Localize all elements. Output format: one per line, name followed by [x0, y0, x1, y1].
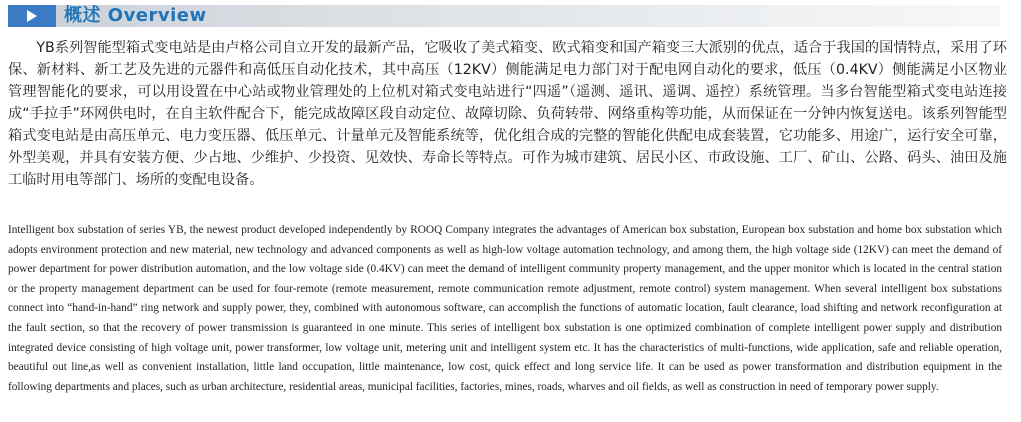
section-title: 概述 Overview	[64, 5, 207, 26]
english-description: Intelligent box substation of series YB, the newest product developed independently by ROOQ Company integrates the advantages of American box substation, European box substation and home box substation which adopts environment protection and new material, new technology and advanced components as well as high-low voltage automation technology, and among them, the high voltage side (12KV) can meet the demand of power department for power distribution automation, and the low voltage side (0.4KV) can meet the demand of intelligent community property management, and the upper monitor which is located in the central station or the property management department can be used for four-remote (remote measurement, remote communication remote adjustment, remote control) system management. When several intelligent box substations connect into “hand-in-hand” ring network and supply power, they, combined with autonomous software, can accomplish the functions of automatic location, fault clearance, load shifting and network reconfiguration at the fault section, so that the recovery of power transmission is guaranteed in one minute. This series of intelligent box substation is one optimized combination of complete intelligent power supply and distribution integrated device consisting of high voltage unit, power transformer, low voltage unit, metering unit and intelligent system etc. It has the characteristics of multi-functions, wide application, safe and reliable operation, beautiful out line,as well as convenient installation, little land occupation, little maintenance, low cost, quick effect and long service life. It can be used as power transformation and distribution equipment in the following departments and places, such as urban architecture, residential areas, municipal facilities, factories, mines, roads, wharves and oil fields, as well as construction in need of temporary power supply.	[8, 224, 1002, 393]
section-header-tab	[8, 5, 56, 27]
play-arrow-icon	[27, 10, 37, 22]
chinese-description: YB系列智能型箱式变电站是由卢格公司自立开发的最新产品，它吸收了美式箱变、欧式箱变和国产箱变三大派别的优点，适合于我国的国情特点，采用了环保、新材料、新工艺及先进的元器件和高低压自动化技术，其中高压（12KV）侧能满足电力部门对于配电网自动化的要求，低压（0.4KV）侧能满足小区物业管理智能化的要求，可以用设置在中心站或物业管理处的上位机对箱式变电站进行“四遥”（遥测、遥讯、遥调、遥控）系统管理。当多台智能型箱式变电站连接成“手拉手”环网供电时，在自主软件配合下，能完成故障区段自动定位、故障切除、负荷转带、网络重构等功能，从而保证在一分钟内恢复送电。该系列智能型箱式变电站是由高压单元、电力变压器、低压单元、计量单元及智能系统等，优化组合成的完整的智能化供配电成套装置，它功能多、用途广，运行安全可靠，外型美观，并具有安装方便、少占地、少维护、少投资、见效快、寿命长等特点。可作为城市建筑、居民小区、市政设施、工厂、矿山、公路、码头、油田及施工临时用电等部门、场所的变配电设备。	[8, 40, 1007, 188]
section-header	[8, 5, 1000, 27]
